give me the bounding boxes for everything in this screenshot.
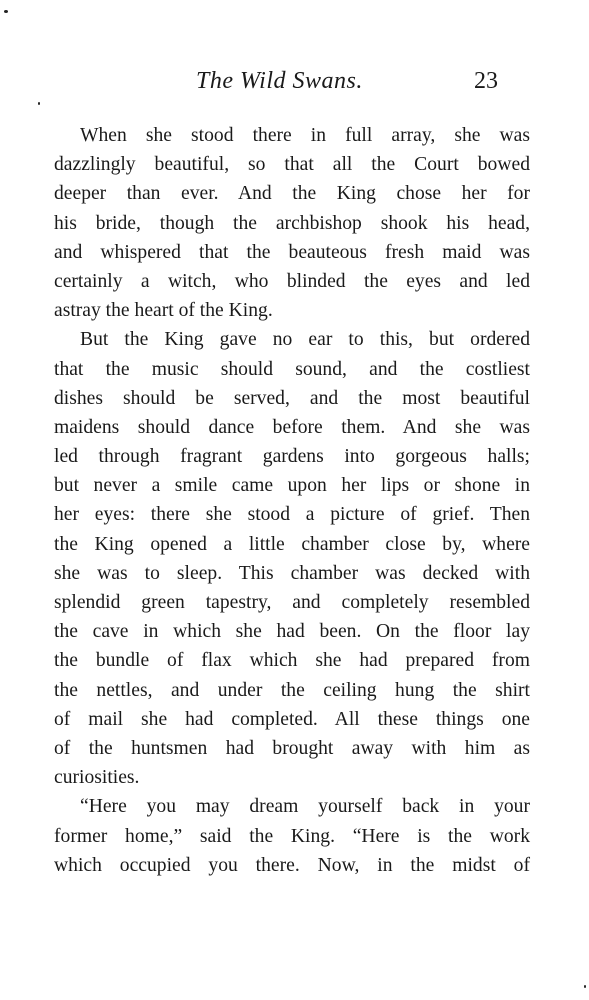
text-line: But the King gave no ear to this, but ordered bbox=[80, 329, 530, 351]
paragraph bbox=[54, 121, 530, 325]
body-text bbox=[54, 121, 530, 880]
text-line: “Here you may dream yourself back in your bbox=[80, 796, 530, 818]
text-line: that the music should sound, and the costliest bbox=[54, 358, 530, 380]
text-line: led through fragrant gardens into gorgeous halls; bbox=[54, 446, 530, 468]
print-speck bbox=[4, 10, 8, 13]
text-line: she was to sleep. This chamber was decked with bbox=[54, 562, 530, 584]
text-line: astray the heart of the King. bbox=[54, 300, 273, 322]
text-line: maidens should dance before them. And she was bbox=[54, 416, 530, 438]
text-line: When she stood there in full array, she was bbox=[80, 125, 530, 146]
text-line: of the huntsmen had brought away with him as bbox=[54, 737, 530, 759]
text-line: former home,” said the King. “Here is the work bbox=[54, 825, 530, 847]
text-line: but never a smile came upon her lips or shone in bbox=[54, 475, 530, 497]
page-number: 23 bbox=[474, 68, 498, 94]
text-line: her eyes: there she stood a picture of grief. Then bbox=[54, 504, 530, 526]
text-line: dishes should be served, and the most beautiful bbox=[54, 387, 530, 409]
print-speck bbox=[584, 985, 586, 988]
text-line: of mail she had completed. All these things one bbox=[54, 708, 530, 730]
text-line: certainly a witch, who blinded the eyes and led bbox=[54, 270, 530, 292]
text-line: the cave in which she had been. On the floor lay bbox=[54, 621, 530, 643]
print-speck bbox=[38, 102, 40, 105]
running-head bbox=[0, 68, 589, 108]
running-title: The Wild Swans. bbox=[196, 68, 363, 94]
text-line: which occupied you there. Now, in the midst of bbox=[54, 854, 530, 876]
text-line: the bundle of flax which she had prepared from bbox=[54, 650, 530, 672]
text-line: splendid green tapestry, and completely resembled bbox=[54, 592, 530, 613]
text-line: the nettles, and under the ceiling hung the shirt bbox=[54, 679, 530, 701]
text-line: the King opened a little chamber close by, where bbox=[54, 533, 530, 555]
text-line: curiosities. bbox=[54, 767, 140, 789]
text-line: deeper than ever. And the King chose her for bbox=[54, 183, 530, 205]
text-line: his bride, though the archbishop shook his head, bbox=[54, 212, 530, 234]
text-line: and whispered that the beauteous fresh maid was bbox=[54, 241, 530, 263]
paragraph bbox=[54, 325, 530, 792]
text-line: dazzlingly beautiful, so that all the Court bowed bbox=[54, 154, 530, 176]
paragraph bbox=[54, 792, 530, 880]
